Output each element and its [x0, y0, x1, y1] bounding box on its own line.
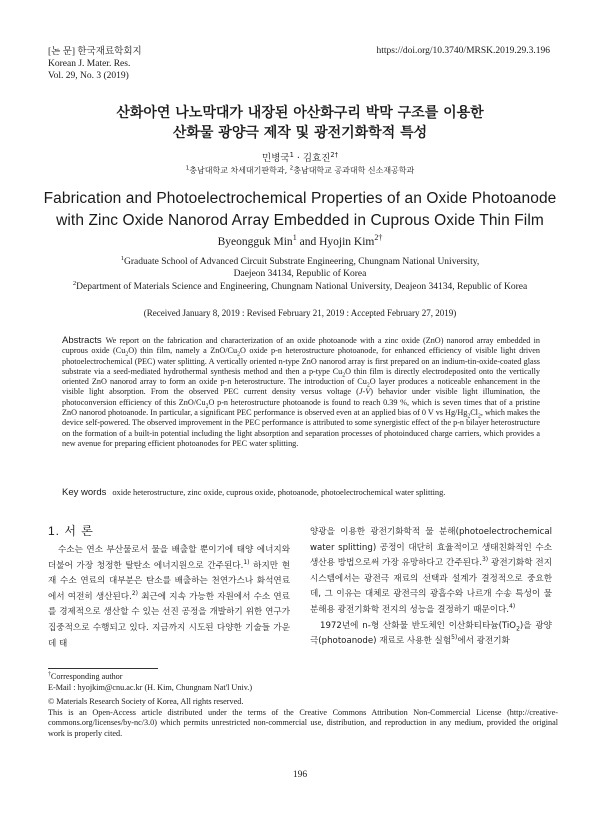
korean-title [40, 103, 560, 143]
abstract-text-7: O p-n heterostructure photoanode is found to reach 0.39 %, which is seven times that of a pristine ZnO nanorod photoanode. In particular, a significant PEC performance is observed even at an applied bias of 0 V vs Hg/Hg [62, 397, 541, 418]
english-author-2: Hyojin Kim [319, 236, 375, 248]
subscript: 2 [516, 625, 520, 633]
korean-affiliation-2: 충남대학교 공과대학 신소재공학과 [293, 166, 415, 175]
subscript: 2 [477, 413, 481, 420]
body-text: )을 광양극(photoanode) 재료로 사용한 실험 [310, 620, 552, 647]
section-title-introduction: 1. 서 론 [48, 524, 94, 538]
body-text: 1972년에 n-형 산화물 반도체인 이산화티타늄(TiO [320, 620, 517, 631]
korean-affiliation-1: 충남대학교 차세대기판학과, [189, 166, 290, 175]
korean-author-2: 김효진 [302, 153, 331, 164]
abstract-text-9: , which makes the device self-powered. The observed improvement in the PEC performance is attributed to some synergistic effect of the p-n bilayer heterostructure on the formation of a built-in potential including the light absorption and separation processes of photoinduced charge carriers, which provides a new avenue for preparing efficient photoanodes for PEC water splitting. [62, 408, 540, 448]
body-column-left [48, 543, 290, 652]
journal-name-kr: [논 문] 한국재료학회지 [48, 47, 142, 57]
english-title [30, 188, 570, 232]
abstract [62, 336, 540, 449]
english-authors [40, 233, 560, 248]
aff2-mark: 2 [289, 165, 294, 172]
keywords-label: Key words [62, 487, 107, 498]
subscript: 2 [205, 403, 209, 410]
abstract-text-5: O layer produces a noticeable enhancement in the visible light absorption. From the observed PEC current density versus voltage ( [62, 377, 541, 397]
abstract-text-2: O) thin film, namely a ZnO/Cu [128, 346, 238, 356]
page-number: 196 [292, 770, 308, 780]
keywords-text: oxide heterostructure, zinc oxide, cuprous oxide, photoanode, photoelectrochemical water splitting. [112, 488, 446, 497]
journal-header [48, 46, 142, 82]
abstract-text-8: Cl [470, 408, 478, 418]
body-text: 에서 광전기화 [457, 636, 510, 647]
copyright-line: © Materials Research Society of Korea, All rights reserved. [48, 697, 244, 706]
citation-ref: 4) [509, 603, 516, 611]
korean-author-1: 민병국 [262, 153, 290, 164]
subscript: 2 [366, 382, 370, 389]
english-affiliation-2 [30, 279, 570, 292]
corresponding-footnote [48, 672, 558, 693]
korean-title-line2: 산화물 광양극 제작 및 광전기화학적 특성 [172, 125, 428, 141]
subscript: 2 [467, 413, 471, 420]
dagger-mark: † [48, 671, 51, 678]
english-affiliation-1-line1: Graduate School of Advanced Circuit Substrate Engineering, Chungnam National University, [124, 257, 480, 267]
subscript: 2 [237, 351, 240, 358]
body-text: 양광을 이용한 광전기화학적 물 분해(photoelectrochemical water splitting) 공정이 대단히 효율적이고 생태친화적인 수소 생산용 방법으로써 가장 유망하다고 간주된다. [310, 527, 552, 569]
subscript: 2 [125, 351, 129, 358]
abstract-text-3: O oxide p-n heterostructure photoanode, for enhanced efficiency of visible light driven photoelectrochemical (PEC) water splitting. A vertically oriented n-type ZnO nanorod array is first prepared on an indium-tin-oxide-coated glass substrate via a seed-mediated hydrothermal synthesis method and then a p-type Cu [62, 346, 540, 376]
author-2-affiliation-mark: 2† [330, 150, 338, 159]
body-text: 수소는 연소 부산물로서 물을 배출할 뿐이기에 태양 에너지와 더불어 가장 청정한 탈탄소 에너지원으로 간주된다. [48, 545, 290, 571]
en-aff2-mark: 2 [72, 279, 77, 287]
abstract-text-6: ) behavior under visible light illumination, the photoconversion efficiency of this ZnO/Cu [62, 387, 540, 407]
english-author-1: Byeongguk Min [217, 236, 293, 248]
en-aff1-mark: 1 [120, 254, 125, 262]
en-author-2-mark: 2† [374, 233, 383, 243]
keywords [62, 487, 540, 498]
aff1-mark: 1 [185, 165, 190, 172]
english-affiliation-1-line2: Daejeon 34134, Republic of Korea [233, 269, 367, 279]
author-conjunction: and [296, 236, 320, 248]
citation-ref: 3) [481, 556, 489, 564]
english-affiliation-1 [40, 256, 560, 280]
english-title-line1: Fabrication and Photoelectrochemical Properties of an Oxide Photoanode [43, 190, 557, 207]
body-text: 하지만 현재 수소 연료의 대부분은 탄소를 배출하는 천연가스나 화석연료에서 여전히 생산된다. [48, 560, 291, 602]
abstract-label: Abstracts [62, 335, 102, 346]
korean-affiliations [40, 165, 560, 176]
english-title-line2: with Zinc Oxide Nanorod Array Embedded in Cuprous Oxide Thin Film [56, 212, 544, 229]
author-1-affiliation-mark: 1 [289, 150, 294, 159]
corresponding-author-label: Corresponding author [50, 672, 123, 681]
copyright-notice [48, 697, 558, 739]
journal-volume: Vol. 29, No. 3 (2019) [48, 71, 129, 81]
corresponding-email: E-Mail : hyojkim@cnu.ac.kr (H. Kim, Chungnam Nat'l Univ.) [48, 682, 253, 692]
citation-ref: 5) [451, 634, 458, 642]
abstract-text-1: We report on the fabrication and characterization of an oxide photoanode with a zinc oxide (ZnO) nanorod array embedded in cuprous oxide (Cu [62, 336, 540, 356]
author-separator: · [293, 153, 303, 164]
doi-link[interactable]: https://doi.org/10.3740/MRSK.2019.29.3.196 [376, 46, 550, 56]
subscript: 2 [342, 372, 346, 379]
korean-title-line1: 산화아연 나노막대가 내장된 아산화구리 박막 구조를 이용한 [116, 105, 484, 121]
jv-italic: J-V [358, 387, 371, 397]
received-dates: (Received January 8, 2019 : Revised February 21, 2019 : Accepted February 27, 2019) [143, 308, 457, 318]
korean-authors [40, 150, 560, 164]
citation-ref: 1) [243, 558, 250, 566]
english-affiliation-2-text: Department of Materials Science and Engineering, Chungnam National University, Deajeon 34134, Republic of Korea [76, 282, 528, 292]
license-text: This is an Open-Access article distributed under the terms of the Creative Commons Attribution Non-Commercial License (http://creative-commons.org/licenses/by-nc/3.0) which permits unrestricted non-commercial use, distribution, and reproduction in any medium, provided the original work is properly cited. [48, 707, 558, 738]
body-column-right [310, 525, 552, 650]
body-text: 광전기화학 전지 시스템에서는 광전극 재료의 선택과 설계가 결정적으로 중요한데, 그 이유는 대체로 광전극의 광흡수와 나르개 수송 특성이 물 분해용 광전기화학 전지의 성능을 결정하기 때문이다. [310, 558, 552, 615]
citation-ref: 2) [131, 589, 139, 597]
abstract-text-4: O thin film is directly electrodeposited onto the vertically oriented ZnO nanorod array to form an oxide p-n heterostructure. The introduction of Cu [62, 366, 540, 387]
en-author-1-mark: 1 [292, 233, 297, 243]
journal-name-en: Korean J. Mater. Res. [48, 59, 131, 69]
footnote-divider [48, 668, 158, 669]
body-text: 최근에 지속 가능한 자원에서 수소 연료를 경제적으로 생산할 수 있는 선진 공정을 개발하기 위한 연구가 집중적으로 수행되고 있다. 지금까지 시도된 다양한 기술들 가운데 태 [48, 591, 290, 649]
